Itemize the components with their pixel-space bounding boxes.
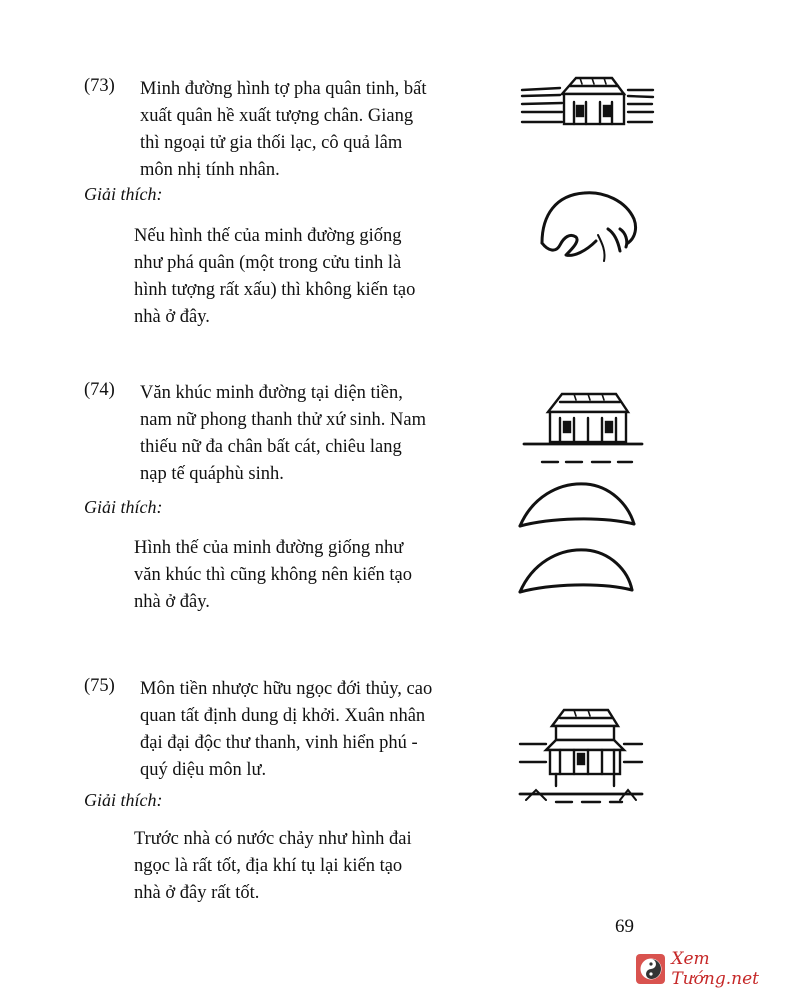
house-sketch-icon	[516, 704, 646, 808]
yin-yang-icon	[636, 954, 665, 984]
entry-verse: Văn khúc minh đường tại diện tiền, nam nữ phong thanh thử xứ sinh. Nam thiếu nữ đa chân bất cát, chiêu lang nạp tế quáphù sinh.	[140, 383, 426, 484]
entry-verse: Môn tiền nhược hữu ngọc đới thủy, cao quan tất định dung dị khởi. Xuân nhân đại đại độc thư thanh, vinh hiển phú - quý diệu môn lư.	[140, 679, 433, 780]
mountain-sketch-icon	[536, 185, 641, 275]
watermark	[636, 949, 800, 989]
watermark-text: Xem Tướng.net	[671, 949, 759, 989]
entry-number: (75)	[84, 676, 115, 696]
entry-verse: Minh đường hình tợ pha quân tinh, bất xuất quân hề xuất tượng chân. Giang thì ngoại tử gia thối lạc, cô quả lâm môn nhị tính nhân.	[140, 79, 427, 180]
house-sketch-icon	[520, 72, 655, 132]
explanation-label: Giải thích:	[84, 184, 163, 204]
explanation-label: Giải thích:	[84, 790, 163, 810]
house-sketch-icon	[520, 382, 645, 472]
arc-sketch-icon	[510, 536, 642, 598]
explanation-label: Giải thích:	[84, 497, 163, 517]
explanation-text: Nếu hình thế của minh đường giống như phá quân (một trong cửu tinh là hình tượng rất xấu) thì không kiến tạo nhà ở đây.	[134, 226, 416, 327]
entry-number: (74)	[84, 380, 115, 400]
explanation-text: Trước nhà có nước chảy như hình đai ngọc là rất tốt, địa khí tụ lại kiến tạo nhà ở đây rất tốt.	[134, 829, 412, 903]
entry-number: (73)	[84, 76, 115, 96]
explanation-text: Hình thế của minh đường giống như văn khúc thì cũng không nên kiến tạo nhà ở đây.	[134, 538, 412, 612]
arc-sketch-icon	[510, 472, 642, 534]
page-number: 69	[615, 916, 634, 937]
